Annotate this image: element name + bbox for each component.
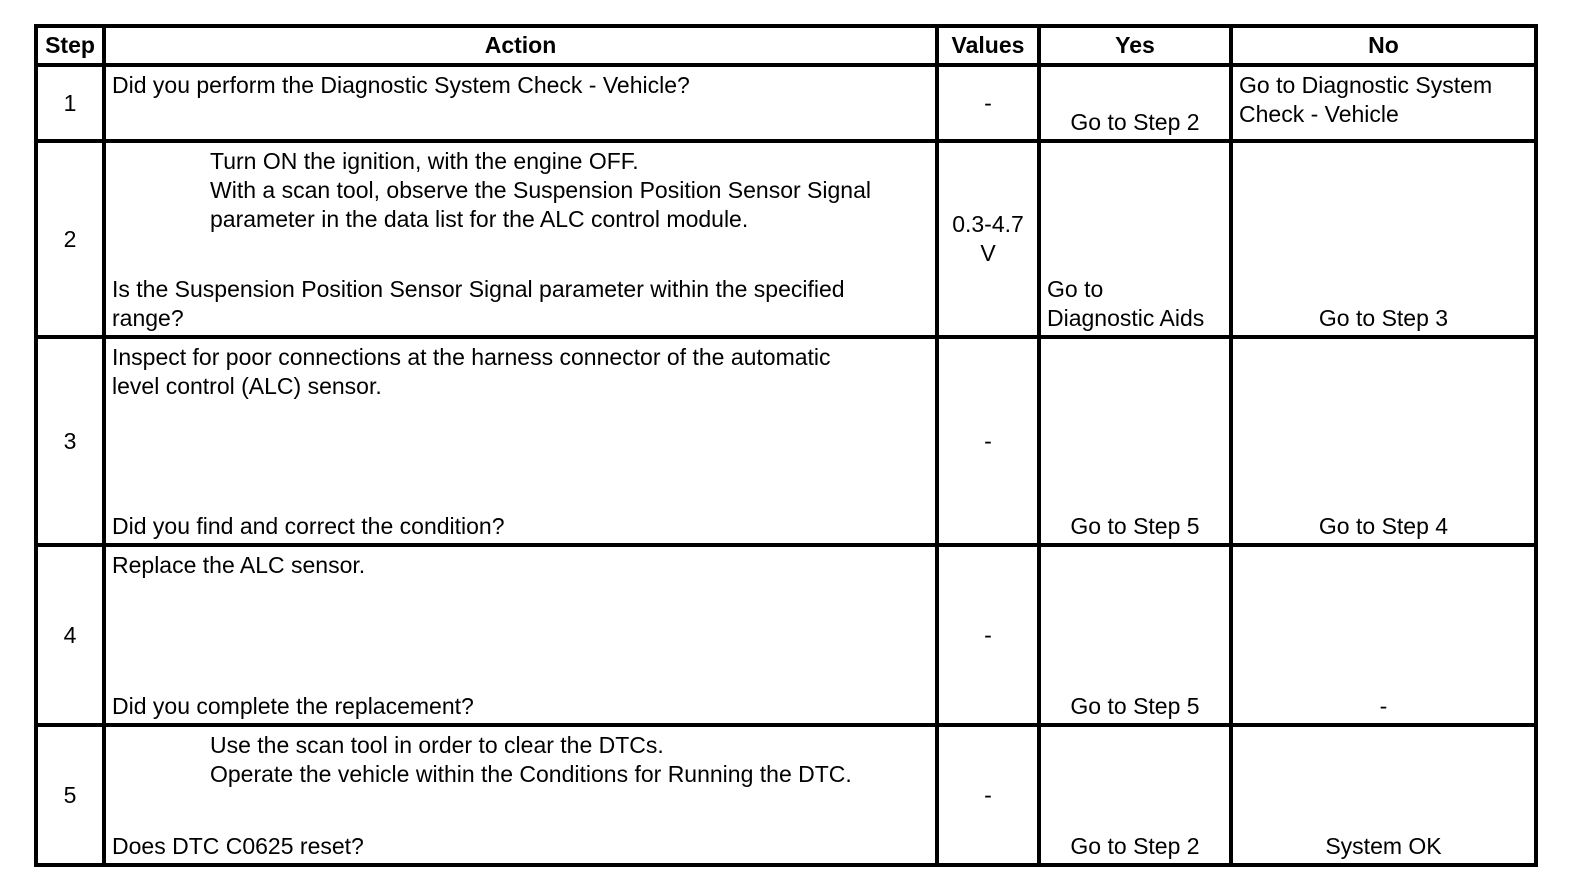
action-cell: [104, 141, 937, 337]
action-cell: [104, 337, 937, 545]
no-cell: Go to Step 3: [1231, 141, 1536, 337]
header-row: [36, 26, 1536, 65]
header-yes: Yes: [1039, 26, 1231, 65]
table-row: [36, 725, 1536, 865]
no-cell: -: [1231, 545, 1536, 725]
values-text: 0.3-4.7: [952, 211, 1024, 237]
header-action: Action: [104, 26, 937, 65]
action-question: [112, 275, 929, 333]
yes-cell: Go to Step 5: [1039, 545, 1231, 725]
yes-cell: Go to Step 2: [1039, 65, 1231, 141]
action-step-text: Use the scan tool in order to clear the DTCs.: [210, 732, 664, 758]
table-row: [36, 141, 1536, 337]
action-step-text: With a scan tool, observe the Suspension Position Sensor Signal: [210, 177, 871, 203]
step-number: 4: [36, 545, 104, 725]
table-row: [36, 545, 1536, 725]
question-text: Is the Suspension Position Sensor Signal parameter within the specified: [112, 276, 845, 302]
yes-cell: [1039, 141, 1231, 337]
step-number: 3: [36, 337, 104, 545]
action-text: Inspect for poor connections at the harness connector of the automatic: [112, 344, 831, 370]
question-text: range?: [112, 305, 184, 331]
values-cell: -: [937, 545, 1039, 725]
table-row: [36, 337, 1536, 545]
table-row: [36, 65, 1536, 141]
action-cell: [104, 65, 937, 141]
action-steps: [112, 343, 929, 401]
yes-cell: Go to Step 5: [1039, 337, 1231, 545]
action-cell: [104, 545, 937, 725]
step-number: 2: [36, 141, 104, 337]
action-step-text: Operate the vehicle within the Conditions for Running the DTC.: [210, 761, 852, 787]
yes-cell: Go to Step 2: [1039, 725, 1231, 865]
step-number: 1: [36, 65, 104, 141]
header-no: No: [1231, 26, 1536, 65]
action-text: Replace the ALC sensor.: [112, 552, 366, 578]
header-step: Step: [36, 26, 104, 65]
no-cell: Go to Step 4: [1231, 337, 1536, 545]
no-text: Check - Vehicle: [1239, 101, 1399, 127]
action-steps: [112, 731, 929, 789]
action-step-text: Turn ON the ignition, with the engine OFF.: [210, 148, 639, 174]
question-text: Did you find and correct the condition?: [112, 513, 505, 539]
action-steps: [112, 147, 929, 234]
action-step-text: parameter in the data list for the ALC control module.: [210, 206, 749, 232]
values-text: V: [980, 240, 996, 266]
question-text: Does DTC C0625 reset?: [112, 833, 364, 859]
yes-text: Diagnostic Aids: [1047, 305, 1205, 331]
no-cell: System OK: [1231, 725, 1536, 865]
values-cell: -: [937, 725, 1039, 865]
no-cell: [1231, 65, 1536, 141]
values-cell: -: [937, 337, 1039, 545]
step-number: 5: [36, 725, 104, 865]
action-text: Did you perform the Diagnostic System Check - Vehicle?: [112, 72, 690, 98]
no-text: Go to Diagnostic System: [1239, 72, 1493, 98]
action-text: level control (ALC) sensor.: [112, 373, 382, 399]
values-cell: -: [937, 65, 1039, 141]
header-values: Values: [937, 26, 1039, 65]
yes-text: Go to: [1047, 276, 1104, 302]
values-cell: [937, 141, 1039, 337]
action-cell: [104, 725, 937, 865]
question-text: Did you complete the replacement?: [112, 693, 474, 719]
diagnostic-table: [34, 24, 1538, 867]
